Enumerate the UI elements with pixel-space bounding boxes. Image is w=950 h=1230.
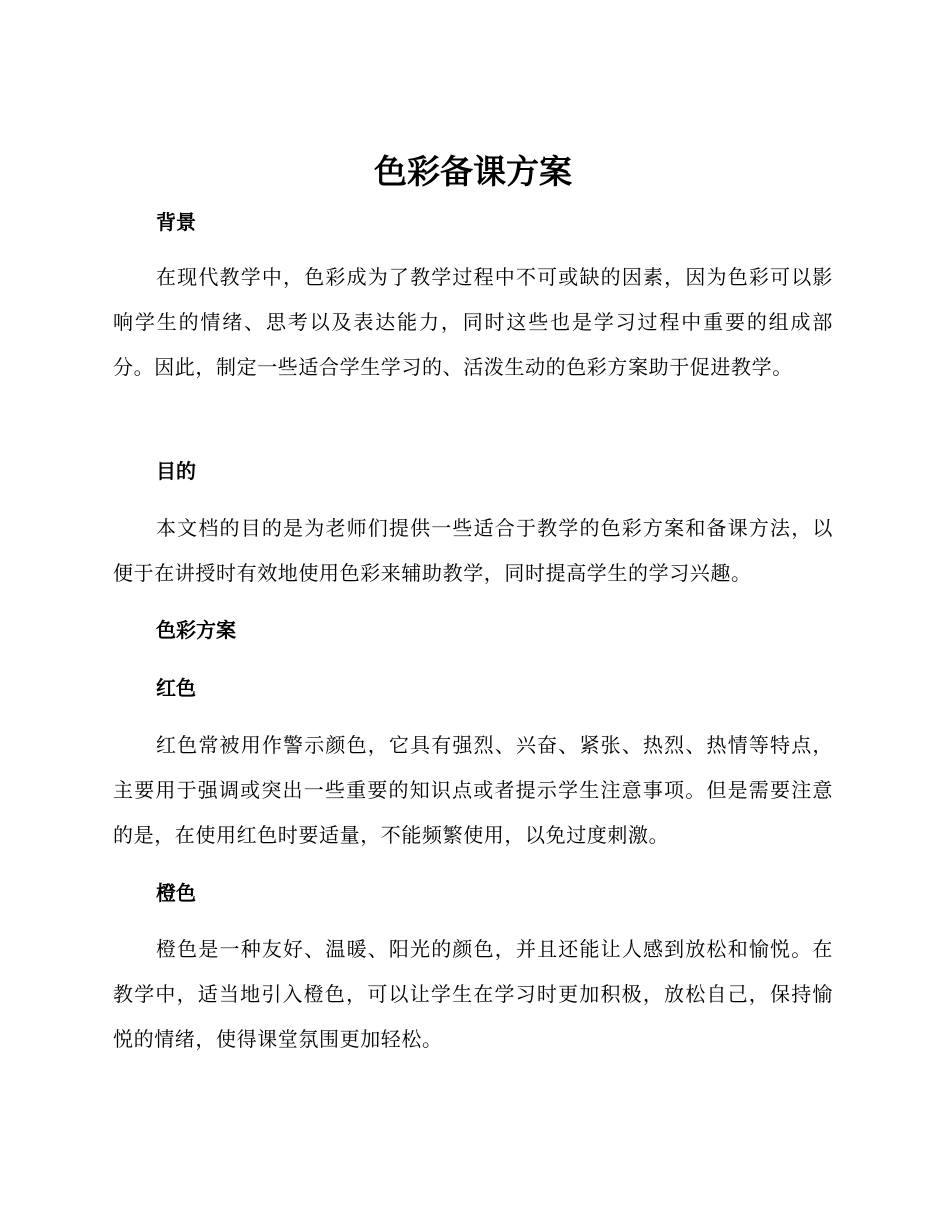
section-paragraph-purpose: 本文档的目的是为老师们提供一些适合于教学的色彩方案和备课方法，以便于在讲授时有效地使用色彩来辅助教学，同时提高学生的学习兴趣。 (113, 516, 833, 585)
section-heading-orange: 橙色 (156, 881, 196, 905)
section-heading-background: 背景 (156, 210, 196, 234)
section-paragraph-red: 红色常被用作警示颜色，它具有强烈、兴奋、紧张、热烈、热情等特点，主要用于强调或突出一些重要的知识点或者提示学生注意事项。但是需要注意的是，在使用红色时要适量，不能频繁使用，以免过度刺激。 (113, 733, 833, 847)
section-heading-color-scheme: 色彩方案 (156, 618, 236, 642)
section-heading-purpose: 目的 (156, 459, 196, 483)
document-title: 色彩备课方案 (374, 152, 572, 191)
section-paragraph-orange: 橙色是一种友好、温暖、阳光的颜色，并且还能让人感到放松和愉悦。在教学中，适当地引入橙色，可以让学生在学习时更加积极，放松自己，保持愉悦的情绪，使得课堂氛围更加轻松。 (113, 937, 833, 1051)
section-paragraph-background: 在现代教学中，色彩成为了教学过程中不可或缺的因素，因为色彩可以影响学生的情绪、思考以及表达能力，同时这些也是学习过程中重要的组成部分。因此，制定一些适合学生学习的、活泼生动的色彩方案助于促进教学。 (113, 265, 833, 379)
section-heading-red: 红色 (156, 676, 196, 700)
